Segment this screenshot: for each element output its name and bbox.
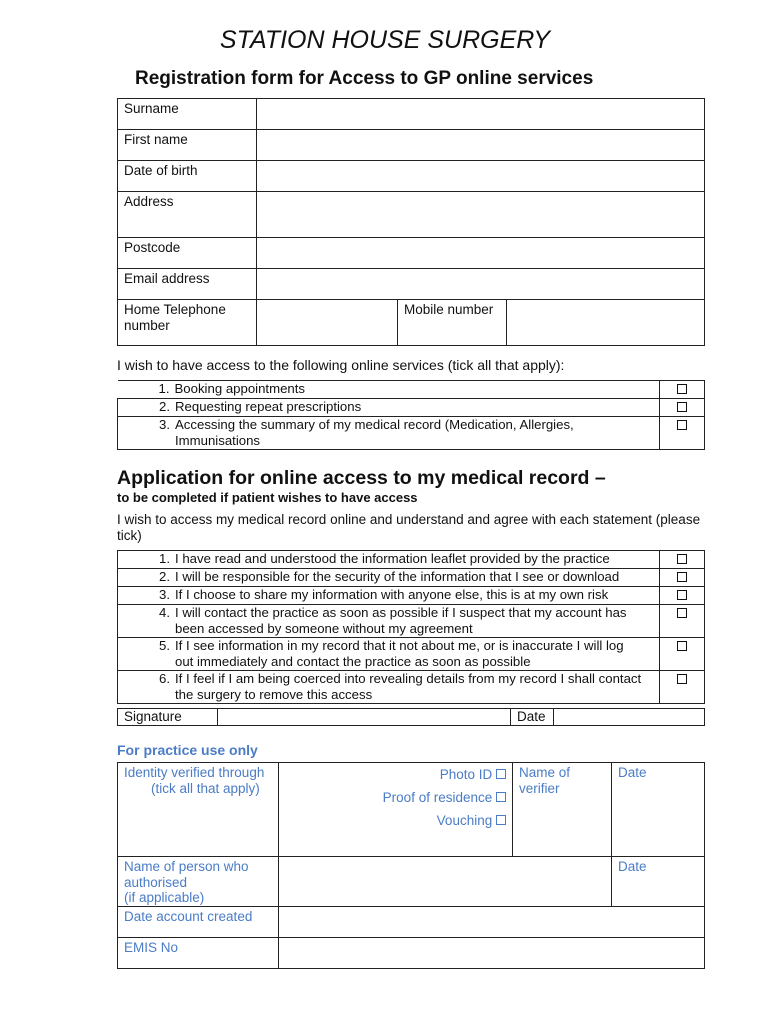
service-checkbox[interactable] [677,402,687,412]
signature-field[interactable] [218,709,511,726]
item-text: If I feel if I am being coerced into revealing details from my record I shall contact the surgery to remove this access [175,671,642,702]
date-label: Date [511,709,554,726]
statement-checkbox[interactable] [677,608,687,618]
list-item [118,638,705,671]
item-text: I have read and understood the information leaflet provided by the practice [175,551,610,566]
signature-table [117,708,705,726]
authorised-date-label: Date [612,857,705,907]
item-text: I will contact the practice as soon as possible if I suspect that my account has been accessed by someone without my agreement [175,605,627,636]
first-name-label: First name [118,130,257,161]
item-number: 1. [159,551,170,566]
statement-checkbox[interactable] [677,641,687,651]
item-number: 6. [159,671,170,686]
patient-details-table [117,98,705,346]
surname-label: Surname [118,99,257,130]
authorised-line-3: (if applicable) [124,890,205,905]
service-checkbox[interactable] [677,420,687,430]
item-text: I will be responsible for the security of the information that I see or download [175,569,620,584]
item-number: 2. [159,399,170,414]
list-item [118,417,705,450]
email-label: Email address [118,269,257,300]
statements-list [117,550,705,704]
postcode-label: Postcode [118,238,257,269]
photo-id-label: Photo ID [439,767,493,782]
address-label: Address [118,192,257,238]
first-name-field[interactable] [257,130,705,161]
item-text: Booking appointments [174,381,305,396]
authorised-name-field[interactable] [279,857,612,907]
item-number: 3. [159,587,170,602]
dob-field[interactable] [257,161,705,192]
statement-checkbox[interactable] [677,572,687,582]
item-text: Accessing the summary of my medical record (Medication, Allergies, Immunisations [175,417,574,448]
postcode-field[interactable] [257,238,705,269]
mobile-label: Mobile number [398,300,507,346]
email-field[interactable] [257,269,705,300]
vouching-label: Vouching [436,813,493,828]
surname-field[interactable] [257,99,705,130]
identity-label: Identity verified through [124,765,265,780]
statement-checkbox[interactable] [677,674,687,684]
statement-checkbox[interactable] [677,590,687,600]
signature-label: Signature [118,709,218,726]
item-text: Requesting repeat prescriptions [175,399,362,414]
photo-id-checkbox[interactable] [496,769,506,779]
record-access-heading: Application for online access to my medical record – [117,467,606,489]
record-access-subheading: to be completed if patient wishes to have access [117,490,418,505]
item-number: 4. [159,605,170,620]
list-item [118,569,705,587]
verified-date-label: Date [612,763,705,857]
authorised-line-2: authorised [124,874,188,890]
proof-residence-checkbox[interactable] [496,792,506,802]
service-checkbox[interactable] [677,384,687,394]
list-item [118,587,705,605]
item-text: If I see information in my record that it not about me, or is inaccurate I will log out immediately and contact the practice as soon as possible [175,638,624,669]
mobile-field[interactable] [507,300,705,346]
signature-date-field[interactable] [554,709,705,726]
item-text: If I choose to share my information with anyone else, this is at my own risk [175,587,609,602]
practice-name: STATION HOUSE SURGERY [219,26,551,54]
emis-label: EMIS No [118,937,279,968]
item-number: 2. [159,569,170,584]
list-item [118,551,705,569]
home-tel-label: Home Telephone number [118,300,257,346]
practice-use-table [117,762,705,969]
account-created-field[interactable] [279,906,705,937]
identity-sub: (tick all that apply) [151,780,260,796]
list-item [118,381,705,399]
services-intro: I wish to have access to the following online services (tick all that apply): [117,357,565,373]
statement-checkbox[interactable] [677,554,687,564]
form-title: Registration form for Access to GP online services [135,68,594,89]
list-item [118,671,705,704]
list-item [118,605,705,638]
dob-label: Date of birth [118,161,257,192]
list-item [118,399,705,417]
name-verifier-label: Name of verifier [519,765,571,796]
vouching-checkbox[interactable] [496,815,506,825]
account-created-label: Date account created [118,906,279,937]
item-number: 1. [158,381,170,396]
authorised-line-1: Name of person who [124,859,249,874]
record-access-intro: I wish to access my medical record online and understand and agree with each statement (please tick) [117,512,701,543]
item-number: 3. [159,417,170,432]
address-field[interactable] [257,192,705,238]
proof-residence-label: Proof of residence [382,790,493,805]
home-tel-field[interactable] [257,300,398,346]
item-number: 5. [159,638,170,653]
services-list [117,380,705,450]
practice-use-heading: For practice use only [117,742,258,758]
emis-field[interactable] [279,937,705,968]
